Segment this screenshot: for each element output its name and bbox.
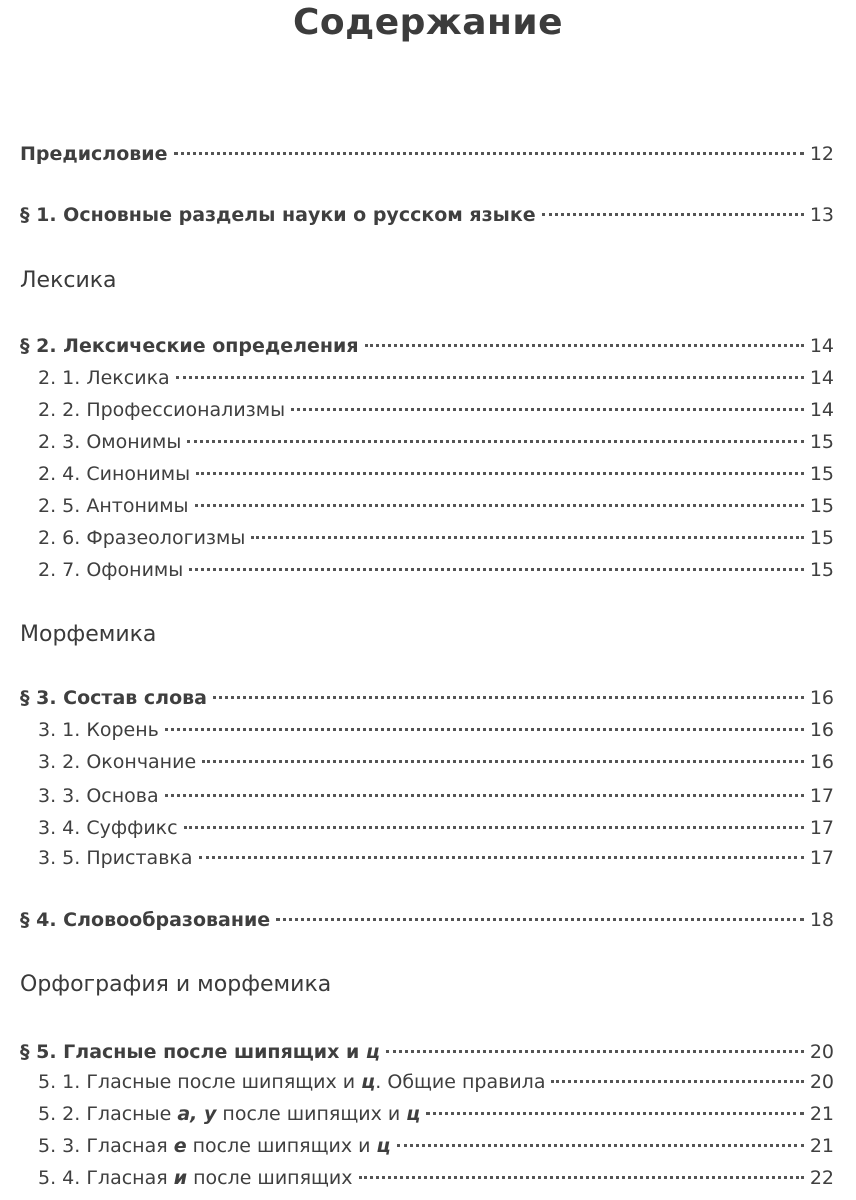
entry-emphasis: а, у	[177, 1103, 217, 1125]
page-number: 17	[809, 817, 834, 839]
page-number: 14	[809, 399, 834, 421]
entry-label-text: § 4. Словообразование	[20, 909, 271, 931]
entry-label	[38, 1134, 391, 1158]
section-heading: Лексика	[20, 268, 117, 293]
dot-leader	[195, 504, 804, 507]
dot-leader	[196, 472, 804, 475]
entry-label-text: 5. 4. Гласная	[38, 1167, 174, 1189]
dot-leader	[426, 1112, 803, 1115]
toc-subentry[interactable]	[38, 398, 834, 422]
page-number: 16	[809, 719, 834, 741]
page-number: 12	[809, 143, 834, 165]
entry-label	[38, 784, 159, 808]
entry-label-text: 3. 4. Суффикс	[38, 817, 178, 839]
dot-leader	[365, 344, 804, 347]
dot-leader	[199, 856, 804, 859]
entry-label-text: 3. 1. Корень	[38, 719, 159, 741]
entry-label	[38, 1166, 353, 1190]
dot-leader	[187, 440, 803, 443]
page-number: 20	[809, 1041, 834, 1063]
toc-subentry[interactable]	[38, 784, 834, 808]
entry-label-text: 2. 6. Фразеологизмы	[38, 527, 246, 549]
entry-label	[38, 366, 170, 390]
entry-label-text: § 2. Лексические определения	[20, 335, 359, 357]
dot-leader	[359, 1176, 804, 1179]
entry-label-text: 2. 2. Профессионализмы	[38, 399, 286, 421]
entry-label	[38, 494, 189, 518]
entry-label-text: 5. 3. Гласная	[38, 1135, 174, 1157]
entry-label-text: 5. 2. Гласные	[38, 1103, 178, 1125]
toc-chapter-entry[interactable]	[20, 686, 834, 710]
toc-subentry[interactable]	[38, 750, 834, 774]
entry-label	[38, 816, 178, 840]
entry-label	[20, 686, 207, 710]
entry-label-text: 5. 1. Гласные после шипящих и	[38, 1071, 362, 1093]
entry-label-text: после шипящих и	[186, 1135, 377, 1157]
entry-label	[38, 1102, 420, 1126]
toc-chapter-entry[interactable]	[20, 908, 834, 932]
entry-emphasis: ц	[365, 1041, 380, 1063]
entry-label	[38, 398, 285, 422]
dot-leader	[213, 696, 804, 699]
entry-label	[38, 558, 183, 582]
page-number: 18	[809, 909, 834, 931]
toc-chapter-entry[interactable]	[20, 203, 834, 227]
page-number: 17	[809, 785, 834, 807]
entry-label-text: § 1. Основные разделы науки о русском языке	[20, 204, 536, 226]
dot-leader	[542, 213, 804, 216]
toc-chapter-entry[interactable]	[20, 1040, 834, 1064]
page-number: 15	[809, 527, 834, 549]
entry-label	[20, 142, 168, 166]
toc-chapter-entry[interactable]	[20, 334, 834, 358]
dot-leader	[251, 536, 803, 539]
entry-label	[20, 334, 359, 358]
entry-label	[38, 1070, 545, 1094]
page-number: 15	[809, 463, 834, 485]
page-number: 15	[809, 559, 834, 581]
toc-subentry[interactable]	[38, 430, 834, 454]
toc-subentry[interactable]	[38, 718, 834, 742]
entry-label-text: 2. 5. Антонимы	[38, 495, 189, 517]
entry-emphasis: ц	[406, 1103, 421, 1125]
toc-subentry[interactable]	[38, 1134, 834, 1158]
entry-label-text: после шипящих и	[216, 1103, 407, 1125]
entry-label	[20, 908, 270, 932]
toc-subentry[interactable]	[38, 816, 834, 840]
page-number: 16	[809, 687, 834, 709]
toc-subentry[interactable]	[38, 1070, 834, 1094]
entry-label-text: после шипящих	[187, 1167, 353, 1189]
toc-subentry[interactable]	[38, 366, 834, 390]
dot-leader	[202, 760, 804, 763]
page-number: 13	[809, 204, 834, 226]
entry-emphasis: ц	[376, 1135, 391, 1157]
entry-label-text: 3. 2. Окончание	[38, 751, 197, 773]
toc-subentry[interactable]	[38, 846, 834, 870]
dot-leader	[165, 728, 804, 731]
page-number: 16	[809, 751, 834, 773]
page-title: Содержание	[292, 2, 564, 43]
toc-subentry[interactable]	[38, 526, 834, 550]
section-heading: Орфография и морфемика	[20, 972, 332, 997]
page-number: 14	[809, 335, 834, 357]
toc-subentry[interactable]	[38, 558, 834, 582]
dot-leader	[176, 376, 804, 379]
entry-label-text: Предисловие	[20, 143, 168, 165]
toc-subentry[interactable]	[38, 494, 834, 518]
entry-label	[38, 718, 159, 742]
entry-label-text: 2. 1. Лексика	[38, 367, 170, 389]
page-number: 22	[809, 1167, 834, 1189]
entry-label-text: 3. 5. Приставка	[38, 847, 193, 869]
dot-leader	[174, 152, 804, 155]
entry-emphasis: ц	[361, 1071, 376, 1093]
entry-label-text: § 3. Состав слова	[20, 687, 207, 709]
page-number: 21	[809, 1135, 834, 1157]
entry-label-text: 2. 3. Омонимы	[38, 431, 182, 453]
entry-label-text: . Общие правила	[375, 1071, 546, 1093]
toc-subentry[interactable]	[38, 1102, 834, 1126]
entry-label	[38, 526, 245, 550]
toc-subentry[interactable]	[38, 462, 834, 486]
dot-leader	[189, 568, 804, 571]
dot-leader	[184, 826, 804, 829]
entry-label-text: § 5. Гласные после шипящих и	[20, 1041, 366, 1063]
entry-label	[20, 203, 536, 227]
dot-leader	[165, 794, 804, 797]
page-number: 15	[809, 495, 834, 517]
entry-emphasis: и	[173, 1167, 188, 1189]
dot-leader	[551, 1080, 803, 1083]
entry-label	[38, 846, 193, 870]
dot-leader	[276, 918, 804, 921]
page-number: 15	[809, 431, 834, 453]
entry-emphasis: е	[173, 1135, 187, 1157]
page-number: 17	[809, 847, 834, 869]
toc-subentry[interactable]	[38, 1166, 834, 1190]
dot-leader	[397, 1144, 804, 1147]
dot-leader	[386, 1050, 804, 1053]
entry-label	[38, 462, 190, 486]
page-number: 21	[809, 1103, 834, 1125]
toc-chapter-entry[interactable]	[20, 142, 834, 166]
entry-label	[38, 430, 181, 454]
entry-label	[38, 750, 196, 774]
page-number: 20	[809, 1071, 834, 1093]
dot-leader	[291, 408, 804, 411]
entry-label-text: 3. 3. Основа	[38, 785, 159, 807]
entry-label-text: 2. 4. Синонимы	[38, 463, 191, 485]
entry-label	[20, 1040, 380, 1064]
section-heading: Морфемика	[20, 622, 157, 647]
page-number: 14	[809, 367, 834, 389]
entry-label-text: 2. 7. Офонимы	[38, 559, 184, 581]
